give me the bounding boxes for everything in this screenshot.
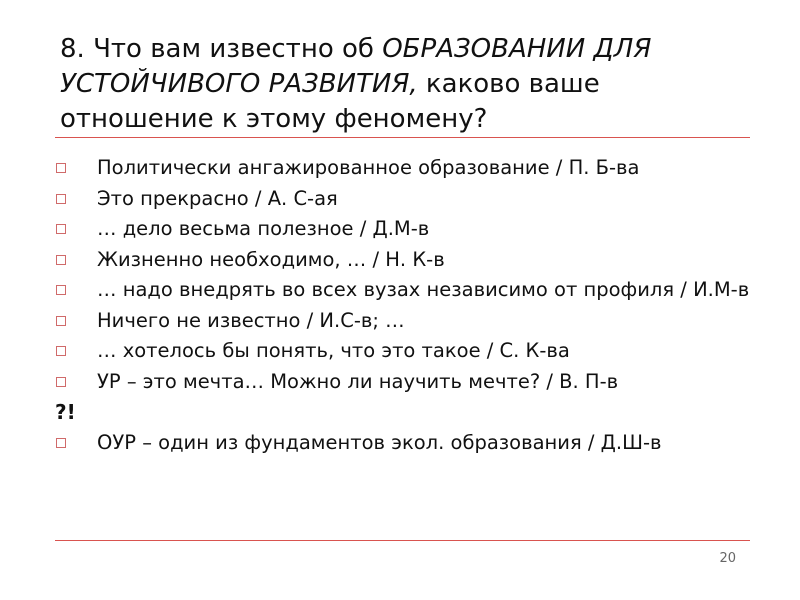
slide-title	[60, 32, 750, 137]
list-item	[55, 367, 755, 398]
list-item-text: Политически ангажированное образование / П. Б-ва	[97, 156, 640, 179]
page-number: 20	[719, 551, 736, 566]
bottom-divider	[55, 540, 750, 541]
list-item	[55, 245, 755, 276]
list-item	[55, 428, 755, 459]
list-item	[55, 214, 755, 245]
square-bullet-icon	[56, 346, 66, 356]
list-item-text: УР – это мечта… Можно ли научить мечте? / В. П-в	[97, 369, 619, 393]
list-item-text: Это прекрасно / А. С-ая	[97, 186, 338, 210]
title-emphasis: ОБРАЗОВАНИИ ДЛЯ УСТОЙЧИВОГО РАЗВИТИЯ,	[60, 34, 652, 99]
square-bullet-icon	[56, 377, 66, 387]
response-list	[55, 153, 755, 458]
list-item	[55, 184, 755, 215]
list-item-text: ОУР – один из фундаментов экол. образования / Д.Ш-в	[97, 430, 662, 454]
list-item	[55, 306, 755, 337]
interrobang-marker: ?!	[55, 400, 76, 424]
list-item	[55, 153, 755, 184]
list-item-text: … надо внедрять во всех вузах независимо от профиля / И.М-в	[97, 278, 750, 301]
title-suffix: каково ваше отношение к этому феномену?	[60, 69, 600, 134]
list-item-text: … дело весьма полезное / Д.М-в	[97, 217, 430, 240]
square-bullet-icon	[56, 438, 66, 448]
square-bullet-icon	[56, 255, 66, 265]
list-item-text: … хотелось бы понять, что это такое / С. К-ва	[97, 339, 570, 362]
square-bullet-icon	[56, 224, 66, 234]
list-item-text: Жизненно необходимо, … / Н. К-в	[97, 247, 445, 271]
title-prefix: 8. Что вам известно об	[60, 34, 383, 64]
square-bullet-icon	[56, 163, 66, 173]
top-divider	[55, 137, 750, 138]
square-bullet-icon	[56, 194, 66, 204]
list-item	[55, 275, 755, 306]
square-bullet-icon	[56, 316, 66, 326]
square-bullet-icon	[56, 285, 66, 295]
list-item	[55, 336, 755, 367]
list-item-text: Ничего не известно / И.С-в; …	[97, 308, 405, 332]
